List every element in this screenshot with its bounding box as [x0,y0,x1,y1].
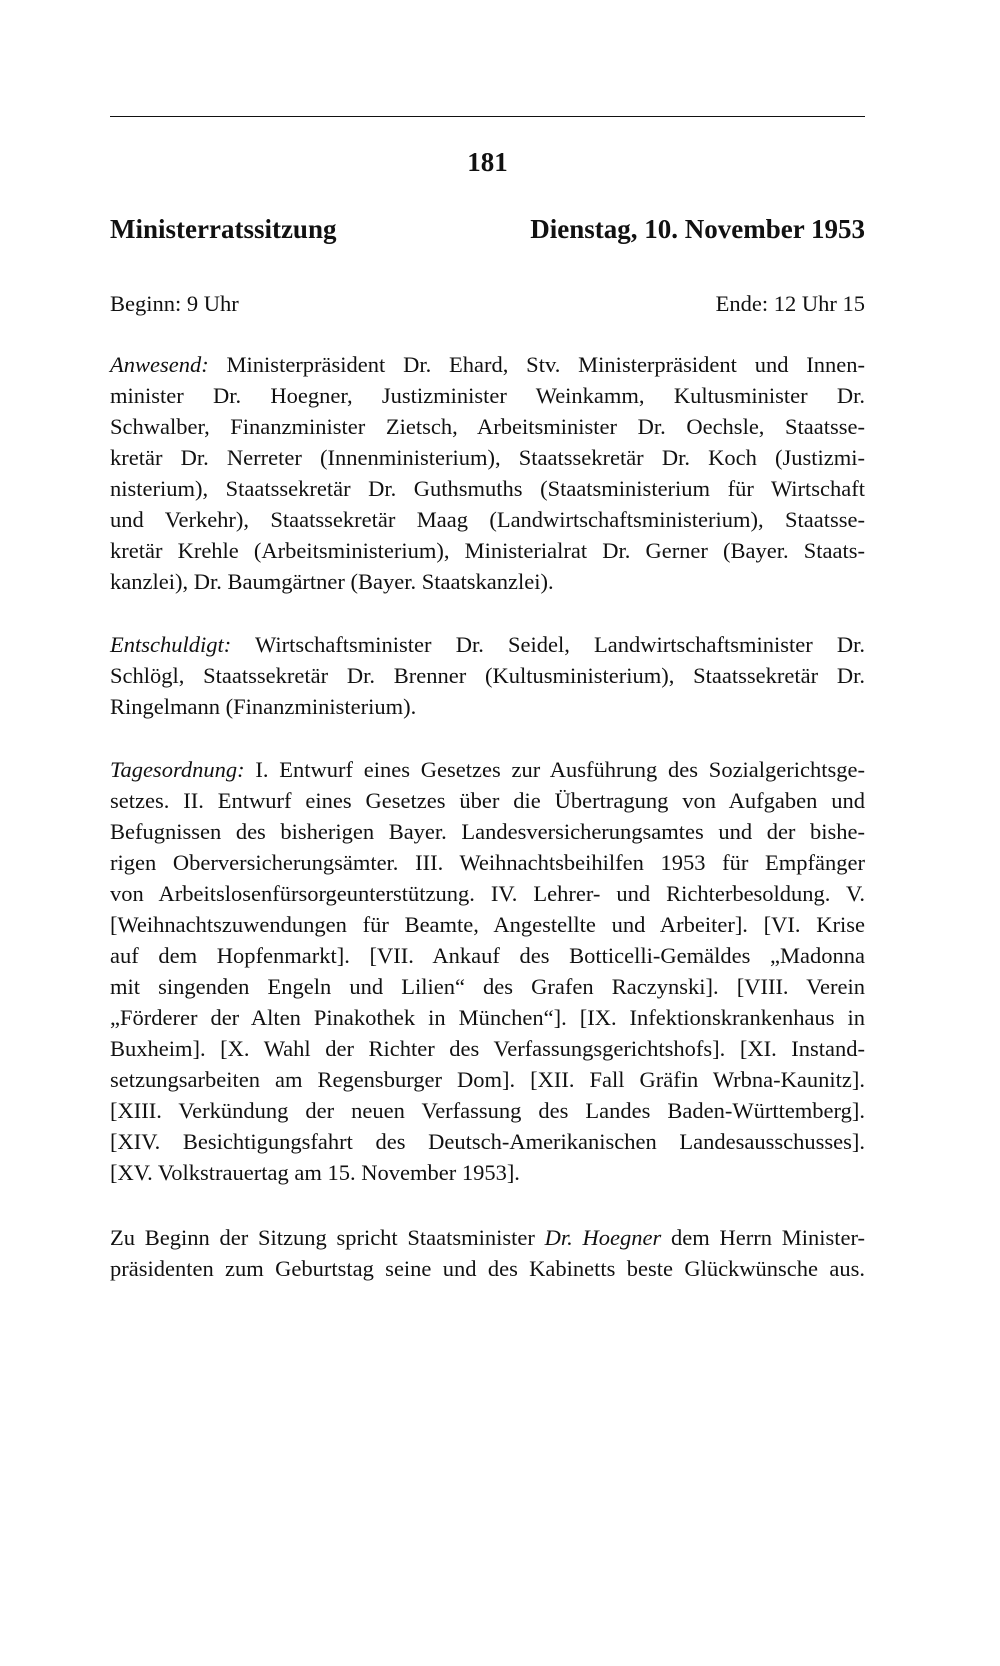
text-line: Anwesend: Ministerpräsident Dr. Ehard, Stv. Ministerpräsident und Innen- [110,352,865,377]
end-time: Ende: 12 Uhr 15 [715,291,865,316]
page-number: 181 [467,147,508,177]
attendees-paragraph [110,349,865,597]
text-line: Buxheim]. [X. Wahl der Richter des Verfassungsgerichtshofs]. [XI. Instand- [110,1036,865,1061]
text-line: rigen Oberversicherungsämter. III. Weihnachtsbeihilfen 1953 für Empfänger [110,850,865,875]
agenda-paragraph [110,754,865,1188]
text-line: kretär Dr. Nerreter (Innenministerium), Staatssekretär Dr. Koch (Justizmi- [110,445,865,470]
session-date: Dienstag, 10. November 1953 [530,214,865,244]
session-title: Ministerratssitzung [110,214,337,244]
text-line: Zu Beginn der Sitzung spricht Staatsminister Dr. Hoegner dem Herrn Minister- [110,1225,865,1250]
text-line: nisterium), Staatssekretär Dr. Guthsmuths (Staatsministerium für Wirtschaft [110,476,865,501]
text-line: minister Dr. Hoegner, Justizminister Weinkamm, Kultusminister Dr. [110,383,865,408]
text-line: Entschuldigt: Wirtschaftsminister Dr. Seidel, Landwirtschaftsminister Dr. [110,632,865,657]
text-line: [Weihnachtszuwendungen für Beamte, Angestellte und Arbeiter]. [VI. Krise [110,912,865,937]
begin-time: Beginn: 9 Uhr [110,291,239,316]
text-line: Schwalber, Finanzminister Zietsch, Arbeitsminister Dr. Oechsle, Staatsse- [110,414,865,439]
text-line: [XIV. Besichtigungsfahrt des Deutsch-Amerikanischen Landesausschusses]. [110,1129,865,1154]
text-line: [XV. Volkstrauertag am 15. November 1953]. [110,1160,520,1185]
text-line: „Förderer der Alten Pinakothek in München“]. [IX. Infektionskrankenhaus in [110,1005,865,1030]
session-times [110,288,865,319]
text-line: setzungsarbeiten am Regensburger Dom]. [XII. Fall Gräfin Wrbna-Kaunitz]. [110,1067,865,1092]
text-line: Ringelmann (Finanzministerium). [110,694,417,719]
closing-paragraph [110,1222,865,1284]
text-line: mit singenden Engeln und Lilien“ des Grafen Raczynski]. [VIII. Verein [110,974,865,999]
excused-paragraph [110,629,865,722]
text-line: setzes. II. Entwurf eines Gesetzes über die Übertragung von Aufgaben und [110,788,865,813]
attendees-label: Anwesend: [110,352,209,377]
text-line: kretär Krehle (Arbeitsministerium), Ministerialrat Dr. Gerner (Bayer. Staats- [110,538,865,563]
text-line: Befugnissen des bisherigen Bayer. Landesversicherungsamtes und der bishe- [110,819,865,844]
session-title-row [110,212,865,246]
text-line: Tagesordnung: I. Entwurf eines Gesetzes zur Ausführung des Sozialgerichtsge- [110,757,865,782]
agenda-label: Tagesordnung: [110,757,245,782]
text-line: Schlögl, Staatssekretär Dr. Brenner (Kultusministerium), Staatssekretär Dr. [110,663,865,688]
minister-name: Dr. Hoegner [544,1225,662,1250]
text-line: [XIII. Verkündung der neuen Verfassung des Landes Baden-Württemberg]. [110,1098,865,1123]
text-line: präsidenten zum Geburtstag seine und des Kabinetts beste Glückwünsche aus. [110,1256,865,1281]
text-line: und Verkehr), Staatssekretär Maag (Landwirtschaftsministerium), Staatsse- [110,507,865,532]
excused-label: Entschuldigt: [110,632,232,657]
text-line: kanzlei), Dr. Baumgärtner (Bayer. Staatskanzlei). [110,569,554,594]
header-rule [110,116,865,117]
text-line: von Arbeitslosenfürsorgeunterstützung. IV. Lehrer- und Richterbesoldung. V. [110,881,865,906]
text-line: auf dem Hopfenmarkt]. [VII. Ankauf des Botticelli-Gemäldes „Madonna [110,943,865,968]
